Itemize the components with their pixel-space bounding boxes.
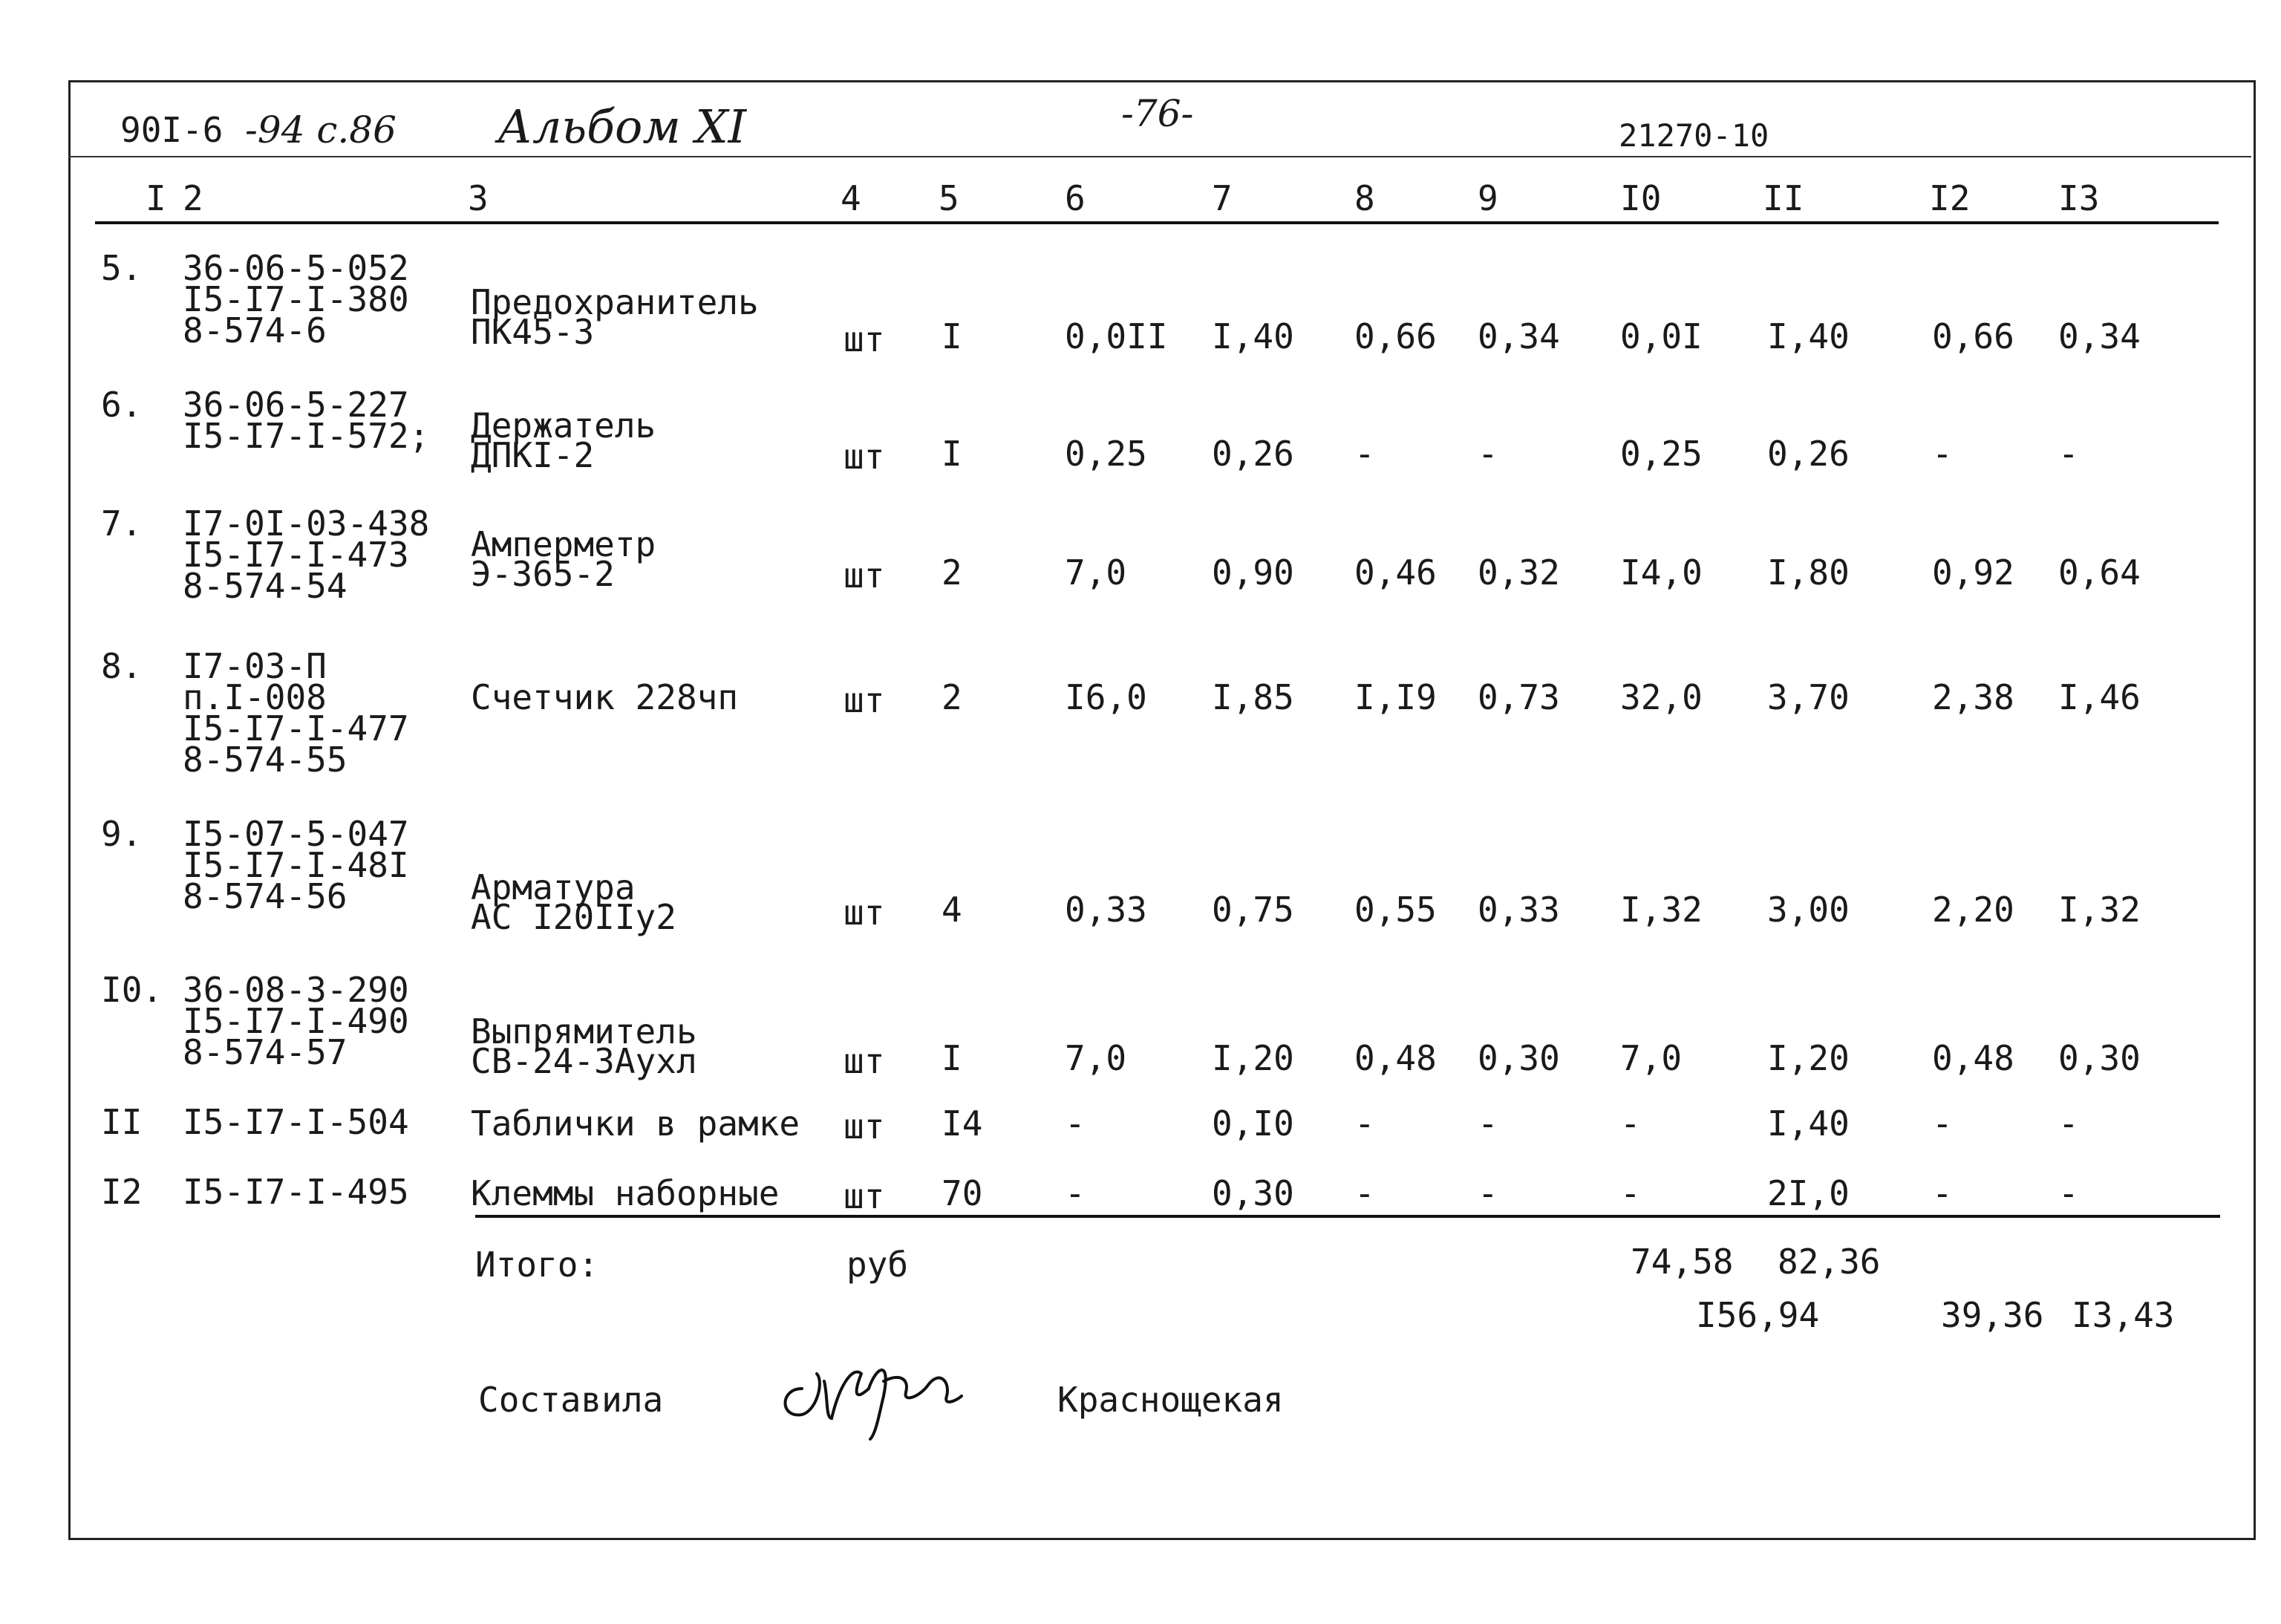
row-value-c13: 0,30 — [2058, 1038, 2141, 1078]
row-value-c9: - — [1478, 1173, 1498, 1213]
column-header-1: I — [146, 178, 166, 218]
row-quantity: 2 — [942, 677, 962, 717]
total-col11: 82,36 — [1778, 1242, 1881, 1282]
row-code: 36-06-5-227 — [183, 385, 409, 425]
row-value-c9: 0,33 — [1478, 890, 1560, 930]
row-item-name: Арматура — [471, 867, 636, 907]
row-code: I7-0I-03-438 — [183, 503, 430, 544]
row-unit: шт — [843, 1176, 885, 1216]
row-item-name: Таблички в рамке — [471, 1103, 800, 1144]
row-quantity: I4 — [942, 1103, 983, 1144]
doc-code: 90I-6 — [120, 110, 223, 150]
total-sum: I56,94 — [1696, 1295, 1820, 1335]
row-item-name: ДПКI-2 — [471, 435, 595, 475]
row-unit: шт — [843, 1106, 885, 1147]
row-value-c11: 3,70 — [1767, 677, 1850, 717]
row-value-c6: 0,25 — [1065, 434, 1147, 474]
column-header-12: I2 — [1929, 178, 1971, 218]
column-header-rule — [95, 221, 2219, 224]
row-value-c13: - — [2058, 1173, 2079, 1213]
row-code: I5-I7-I-380 — [183, 279, 409, 319]
row-value-c11: 3,00 — [1767, 890, 1850, 930]
row-value-c8: - — [1354, 1103, 1375, 1144]
row-code: 8-574-56 — [183, 876, 347, 916]
row-quantity: 70 — [942, 1173, 983, 1213]
row-code: I5-I7-I-473 — [183, 535, 409, 575]
row-value-c8: 0,55 — [1354, 890, 1437, 930]
doc-code-handwritten: -94 с.86 — [245, 108, 397, 151]
row-value-c12: 0,48 — [1932, 1038, 2014, 1078]
row-number: 6. — [101, 385, 143, 425]
row-value-c10: 7,0 — [1620, 1038, 1683, 1078]
row-value-c6: 0,33 — [1065, 890, 1147, 930]
row-unit: шт — [843, 1041, 885, 1081]
row-code: п.I-008 — [183, 677, 327, 717]
row-item-name: Счетчик 228чп — [471, 677, 739, 717]
row-value-c12: - — [1932, 1173, 1953, 1213]
row-unit: шт — [843, 437, 885, 477]
row-value-c9: - — [1478, 434, 1498, 474]
row-value-c13: 0,64 — [2058, 552, 2141, 593]
row-value-c13: I,32 — [2058, 890, 2141, 930]
row-code: 8-574-54 — [183, 566, 347, 606]
row-value-c6: I6,0 — [1065, 677, 1147, 717]
page-number: -76- — [1121, 92, 1194, 135]
row-value-c8: 0,46 — [1354, 552, 1437, 593]
row-unit: шт — [843, 555, 885, 596]
row-value-c6: - — [1065, 1173, 1086, 1213]
signature-label: Составила — [478, 1380, 664, 1420]
row-item-name: ПК45-3 — [471, 312, 595, 352]
row-code: I5-I7-I-495 — [183, 1172, 409, 1212]
row-unit: шт — [843, 319, 885, 359]
row-number: 8. — [101, 646, 143, 686]
row-code: I5-I7-I-504 — [183, 1102, 409, 1142]
row-value-c11: 2I,0 — [1767, 1173, 1850, 1213]
row-value-c9: 0,73 — [1478, 677, 1560, 717]
column-header-9: 9 — [1478, 178, 1498, 218]
row-code: I7-03-П — [183, 646, 327, 686]
header-divider — [68, 156, 2251, 157]
row-code: 36-06-5-052 — [183, 248, 409, 288]
row-value-c6: 0,0II — [1065, 316, 1168, 356]
row-code: I5-I7-I-477 — [183, 708, 409, 749]
column-header-7: 7 — [1212, 178, 1233, 218]
row-code: 8-574-57 — [183, 1032, 347, 1072]
row-value-c9: - — [1478, 1103, 1498, 1144]
row-value-c10: I4,0 — [1620, 552, 1703, 593]
row-value-c10: - — [1620, 1173, 1641, 1213]
row-quantity: 2 — [942, 552, 962, 593]
row-value-c9: 0,32 — [1478, 552, 1560, 593]
row-value-c7: 0,I0 — [1212, 1103, 1294, 1144]
row-code: 8-574-55 — [183, 740, 347, 780]
row-item-name: Предохранитель — [471, 282, 759, 322]
row-number: 9. — [101, 814, 143, 854]
row-value-c13: - — [2058, 434, 2079, 474]
row-value-c8: - — [1354, 434, 1375, 474]
row-item-name: Выпрямитель — [471, 1011, 697, 1051]
row-value-c7: 0,75 — [1212, 890, 1294, 930]
row-unit: шт — [843, 680, 885, 720]
row-value-c12: 2,20 — [1932, 890, 2014, 930]
row-value-c10: 0,0I — [1620, 316, 1703, 356]
row-code: I5-I7-I-572; — [183, 416, 430, 456]
row-number: I0. — [101, 970, 163, 1010]
handwritten-signature — [772, 1337, 965, 1441]
document-reference: 21270-10 — [1619, 117, 1769, 154]
row-value-c13: I,46 — [2058, 677, 2141, 717]
row-number: II — [101, 1102, 143, 1142]
row-value-c11: I,80 — [1767, 552, 1850, 593]
row-value-c10: - — [1620, 1103, 1641, 1144]
row-value-c7: I,85 — [1212, 677, 1294, 717]
row-value-c8: - — [1354, 1173, 1375, 1213]
row-item-name: Э-365-2 — [471, 554, 615, 594]
row-value-c10: 32,0 — [1620, 677, 1703, 717]
column-header-5: 5 — [939, 178, 959, 218]
row-quantity: I — [942, 1038, 962, 1078]
row-value-c12: 0,92 — [1932, 552, 2014, 593]
row-value-c10: I,32 — [1620, 890, 1703, 930]
row-value-c8: 0,66 — [1354, 316, 1437, 356]
row-value-c13: 0,34 — [2058, 316, 2141, 356]
row-value-c8: 0,48 — [1354, 1038, 1437, 1078]
album-title: Альбом XI — [497, 100, 747, 154]
row-value-c11: I,40 — [1767, 316, 1850, 356]
row-value-c6: - — [1065, 1103, 1086, 1144]
row-code: 8-574-6 — [183, 310, 327, 350]
row-value-c8: I,I9 — [1354, 677, 1437, 717]
row-value-c12: 2,38 — [1932, 677, 2014, 717]
row-value-c12: - — [1932, 434, 1953, 474]
column-header-10: I0 — [1620, 178, 1662, 218]
total-label: Итого: — [475, 1245, 599, 1285]
row-value-c13: - — [2058, 1103, 2079, 1144]
row-value-c12: 0,66 — [1932, 316, 2014, 356]
row-item-name: АС I20IIу2 — [471, 897, 676, 937]
row-number: 7. — [101, 503, 143, 544]
row-code: 36-08-3-290 — [183, 970, 409, 1010]
row-item-name: Клеммы наборные — [471, 1173, 780, 1213]
row-value-c11: I,40 — [1767, 1103, 1850, 1144]
row-value-c10: 0,25 — [1620, 434, 1703, 474]
row-value-c7: I,40 — [1212, 316, 1294, 356]
compiler-name: Краснощекая — [1057, 1380, 1284, 1420]
row-value-c7: 0,26 — [1212, 434, 1294, 474]
total-col13: I3,43 — [2072, 1295, 2175, 1335]
row-value-c7: I,20 — [1212, 1038, 1294, 1078]
row-quantity: I — [942, 434, 962, 474]
row-item-name: СВ-24-3Аухл — [471, 1041, 697, 1081]
row-code: I5-I7-I-490 — [183, 1001, 409, 1041]
row-item-name: Амперметр — [471, 524, 656, 564]
row-value-c7: 0,30 — [1212, 1173, 1294, 1213]
column-header-11: II — [1763, 178, 1804, 218]
row-value-c7: 0,90 — [1212, 552, 1294, 593]
row-code: I5-07-5-047 — [183, 814, 409, 854]
column-header-3: 3 — [468, 178, 489, 218]
column-header-13: I3 — [2058, 178, 2100, 218]
column-header-2: 2 — [183, 178, 203, 218]
row-value-c6: 7,0 — [1065, 1038, 1127, 1078]
column-header-4: 4 — [841, 178, 861, 218]
row-number: I2 — [101, 1172, 143, 1212]
row-unit: шт — [843, 893, 885, 933]
row-value-c12: - — [1932, 1103, 1953, 1144]
row-value-c11: 0,26 — [1767, 434, 1850, 474]
row-value-c9: 0,30 — [1478, 1038, 1560, 1078]
row-item-name: Держатель — [471, 405, 656, 446]
total-col12: 39,36 — [1941, 1295, 2044, 1335]
row-quantity: 4 — [942, 890, 962, 930]
row-value-c6: 7,0 — [1065, 552, 1127, 593]
total-rule — [475, 1215, 2220, 1218]
column-header-6: 6 — [1065, 178, 1086, 218]
column-header-8: 8 — [1354, 178, 1375, 218]
row-value-c11: I,20 — [1767, 1038, 1850, 1078]
total-col10: 74,58 — [1631, 1242, 1734, 1282]
total-unit: руб — [846, 1245, 909, 1285]
row-number: 5. — [101, 248, 143, 288]
row-quantity: I — [942, 316, 962, 356]
row-value-c9: 0,34 — [1478, 316, 1560, 356]
row-code: I5-I7-I-48I — [183, 845, 409, 885]
